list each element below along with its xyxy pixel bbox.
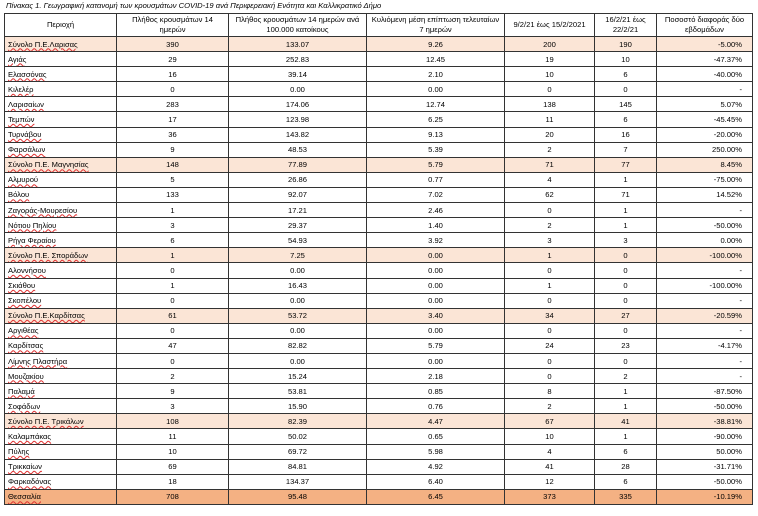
pct-change-cell: -100.00% <box>657 278 753 293</box>
table-row <box>5 187 753 202</box>
per-100k-cell: 252.83 <box>229 52 367 67</box>
area-cell <box>5 203 117 218</box>
subtotal-row <box>5 308 753 323</box>
per-100k-cell: 53.81 <box>229 384 367 399</box>
area-cell <box>5 323 117 338</box>
per-100k-cell: 123.98 <box>229 112 367 127</box>
per-100k-cell: 69.72 <box>229 444 367 459</box>
incidence-cell: 5.79 <box>367 157 505 172</box>
incidence-cell: 2.10 <box>367 67 505 82</box>
area-cell <box>5 384 117 399</box>
area-cell <box>5 127 117 142</box>
area-cell <box>5 353 117 368</box>
incidence-cell: 0.00 <box>367 323 505 338</box>
cases-14d-cell: 9 <box>117 384 229 399</box>
week-1-cell: 19 <box>505 52 595 67</box>
cases-14d-cell: 5 <box>117 172 229 187</box>
week-2-cell: 0 <box>595 263 657 278</box>
table-row <box>5 97 753 112</box>
per-100k-cell: 134.37 <box>229 474 367 489</box>
area-name: Παλαμά <box>8 386 35 396</box>
area-name: Νότιου Πηλίου <box>8 220 57 230</box>
cases-14d-cell: 0 <box>117 323 229 338</box>
week-1-cell: 0 <box>505 293 595 308</box>
cases-14d-cell: 0 <box>117 293 229 308</box>
pct-change-cell: -50.00% <box>657 399 753 414</box>
pct-change-cell: -50.00% <box>657 218 753 233</box>
week-2-cell: 1 <box>595 218 657 233</box>
per-100k-cell: 0.00 <box>229 82 367 97</box>
cases-14d-cell: 283 <box>117 97 229 112</box>
incidence-cell: 0.00 <box>367 263 505 278</box>
week-2-cell: 16 <box>595 127 657 142</box>
incidence-cell: 3.92 <box>367 233 505 248</box>
area-cell <box>5 293 117 308</box>
area-cell <box>5 399 117 414</box>
cases-14d-cell: 708 <box>117 489 229 504</box>
cases-14d-cell: 3 <box>117 399 229 414</box>
week-1-cell: 62 <box>505 187 595 202</box>
incidence-cell: 5.39 <box>367 142 505 157</box>
week-2-cell: 145 <box>595 97 657 112</box>
per-100k-cell: 26.86 <box>229 172 367 187</box>
incidence-cell: 0.00 <box>367 293 505 308</box>
table-row <box>5 323 753 338</box>
area-name: Καρδίτσας <box>8 341 44 351</box>
week-1-cell: 0 <box>505 323 595 338</box>
area-name: Σοφάδων <box>8 401 41 411</box>
pct-change-cell: - <box>657 293 753 308</box>
header-area: Περιοχή <box>5 14 117 37</box>
pct-change-cell: -4.17% <box>657 338 753 353</box>
pct-change-cell: -31.71% <box>657 459 753 474</box>
table-row <box>5 338 753 353</box>
week-1-cell: 34 <box>505 308 595 323</box>
pct-change-cell: - <box>657 323 753 338</box>
pct-change-cell: -47.37% <box>657 52 753 67</box>
area-name: Ρήγα Φεραίου <box>8 235 56 245</box>
area-cell <box>5 429 117 444</box>
incidence-cell: 4.47 <box>367 414 505 429</box>
incidence-cell: 0.00 <box>367 278 505 293</box>
pct-change-cell: -75.00% <box>657 172 753 187</box>
per-100k-cell: 95.48 <box>229 489 367 504</box>
incidence-cell: 3.40 <box>367 308 505 323</box>
area-cell <box>5 338 117 353</box>
pct-change-cell: -38.81% <box>657 414 753 429</box>
week-1-cell: 67 <box>505 414 595 429</box>
per-100k-cell: 82.39 <box>229 414 367 429</box>
incidence-cell: 0.00 <box>367 82 505 97</box>
per-100k-cell: 84.81 <box>229 459 367 474</box>
area-name: Αργιθέας <box>8 326 39 336</box>
pct-change-cell: -100.00% <box>657 248 753 263</box>
pct-change-cell: 250.00% <box>657 142 753 157</box>
table-row <box>5 112 753 127</box>
pct-change-cell: -50.00% <box>657 474 753 489</box>
week-2-cell: 1 <box>595 172 657 187</box>
pct-change-cell: 8.45% <box>657 157 753 172</box>
week-2-cell: 41 <box>595 414 657 429</box>
per-100k-cell: 54.93 <box>229 233 367 248</box>
pct-change-cell: - <box>657 263 753 278</box>
pct-change-cell: -45.45% <box>657 112 753 127</box>
cases-14d-cell: 69 <box>117 459 229 474</box>
table-row <box>5 353 753 368</box>
area-name: Σύνολο Π.Ε.Καρδίτσας <box>8 311 85 321</box>
area-name: Σκοπέλου <box>8 296 42 306</box>
per-100k-cell: 0.00 <box>229 353 367 368</box>
area-name: Θεσσαλία <box>8 492 41 502</box>
cases-14d-cell: 3 <box>117 218 229 233</box>
week-1-cell: 2 <box>505 142 595 157</box>
table-body <box>5 37 753 505</box>
week-1-cell: 71 <box>505 157 595 172</box>
pct-change-cell: -10.19% <box>657 489 753 504</box>
header-row <box>5 14 753 37</box>
cases-14d-cell: 1 <box>117 278 229 293</box>
per-100k-cell: 29.37 <box>229 218 367 233</box>
table-row <box>5 399 753 414</box>
cases-14d-cell: 6 <box>117 233 229 248</box>
table-row <box>5 429 753 444</box>
per-100k-cell: 53.72 <box>229 308 367 323</box>
covid-cases-table <box>4 13 753 505</box>
area-name: Σύνολο Π.Ε.Λαρισας <box>8 39 78 49</box>
week-2-cell: 28 <box>595 459 657 474</box>
per-100k-cell: 77.89 <box>229 157 367 172</box>
area-name: Μουζακίου <box>8 371 44 381</box>
cases-14d-cell: 1 <box>117 203 229 218</box>
area-name: Αλμυρού <box>8 175 39 185</box>
cases-14d-cell: 16 <box>117 67 229 82</box>
table-row <box>5 369 753 384</box>
incidence-cell: 9.13 <box>367 127 505 142</box>
cases-14d-cell: 29 <box>117 52 229 67</box>
table-row <box>5 263 753 278</box>
week-1-cell: 10 <box>505 67 595 82</box>
total-row <box>5 489 753 504</box>
area-cell <box>5 82 117 97</box>
incidence-cell: 4.92 <box>367 459 505 474</box>
cases-14d-cell: 10 <box>117 444 229 459</box>
header-pct-change: Ποσοστό διαφοράς δύο εβδομάδων <box>657 14 753 37</box>
pct-change-cell: -90.00% <box>657 429 753 444</box>
pct-change-cell: - <box>657 82 753 97</box>
week-1-cell: 0 <box>505 203 595 218</box>
per-100k-cell: 17.21 <box>229 203 367 218</box>
pct-change-cell: - <box>657 203 753 218</box>
week-1-cell: 0 <box>505 353 595 368</box>
subtotal-row <box>5 248 753 263</box>
table-row <box>5 172 753 187</box>
cases-14d-cell: 148 <box>117 157 229 172</box>
week-2-cell: 1 <box>595 203 657 218</box>
week-2-cell: 77 <box>595 157 657 172</box>
week-2-cell: 27 <box>595 308 657 323</box>
week-1-cell: 0 <box>505 369 595 384</box>
header-rolling-incidence: Κυλιόμενη μέση επίπτωση τελευταίων 7 ημερών <box>367 14 505 37</box>
area-cell <box>5 142 117 157</box>
area-cell <box>5 172 117 187</box>
area-cell <box>5 369 117 384</box>
per-100k-cell: 15.24 <box>229 369 367 384</box>
table-row <box>5 127 753 142</box>
area-cell <box>5 37 117 52</box>
incidence-cell: 6.40 <box>367 474 505 489</box>
area-name: Ζαγοράς-Μουρεσίου <box>8 205 78 215</box>
area-cell <box>5 263 117 278</box>
cases-14d-cell: 47 <box>117 338 229 353</box>
table-row <box>5 278 753 293</box>
table-row <box>5 218 753 233</box>
pct-change-cell: -5.00% <box>657 37 753 52</box>
per-100k-cell: 92.07 <box>229 187 367 202</box>
per-100k-cell: 0.00 <box>229 293 367 308</box>
area-cell <box>5 459 117 474</box>
cases-14d-cell: 1 <box>117 248 229 263</box>
area-cell <box>5 97 117 112</box>
incidence-cell: 0.65 <box>367 429 505 444</box>
incidence-cell: 0.00 <box>367 248 505 263</box>
week-2-cell: 6 <box>595 474 657 489</box>
cases-14d-cell: 61 <box>117 308 229 323</box>
cases-14d-cell: 0 <box>117 263 229 278</box>
pct-change-cell: -20.00% <box>657 127 753 142</box>
per-100k-cell: 174.06 <box>229 97 367 112</box>
area-name: Τυρνάβου <box>8 130 42 140</box>
week-2-cell: 1 <box>595 384 657 399</box>
area-name: Σύνολο Π.Ε. Μαγνησίας <box>8 160 89 170</box>
area-name: Λαρισαίων <box>8 99 44 109</box>
per-100k-cell: 39.14 <box>229 67 367 82</box>
incidence-cell: 12.74 <box>367 97 505 112</box>
per-100k-cell: 7.25 <box>229 248 367 263</box>
area-cell <box>5 218 117 233</box>
week-2-cell: 0 <box>595 82 657 97</box>
week-2-cell: 0 <box>595 353 657 368</box>
week-2-cell: 1 <box>595 429 657 444</box>
week-2-cell: 7 <box>595 142 657 157</box>
area-name: Αλοννήσου <box>8 265 46 275</box>
area-name: Φαρκαδόνας <box>8 477 52 487</box>
table-row <box>5 384 753 399</box>
week-1-cell: 24 <box>505 338 595 353</box>
week-2-cell: 0 <box>595 293 657 308</box>
week-1-cell: 0 <box>505 82 595 97</box>
pct-change-cell: 0.00% <box>657 233 753 248</box>
incidence-cell: 7.02 <box>367 187 505 202</box>
incidence-cell: 2.18 <box>367 369 505 384</box>
week-2-cell: 0 <box>595 248 657 263</box>
per-100k-cell: 48.53 <box>229 142 367 157</box>
area-name: Λίμνης Πλαστήρα <box>8 356 68 366</box>
week-1-cell: 138 <box>505 97 595 112</box>
area-cell <box>5 52 117 67</box>
area-cell <box>5 444 117 459</box>
header-week-2: 16/2/21 έως 22/2/21 <box>595 14 657 37</box>
cases-14d-cell: 18 <box>117 474 229 489</box>
week-2-cell: 190 <box>595 37 657 52</box>
week-1-cell: 4 <box>505 444 595 459</box>
week-1-cell: 200 <box>505 37 595 52</box>
area-name: Σκιάθου <box>8 281 36 291</box>
incidence-cell: 6.25 <box>367 112 505 127</box>
cases-14d-cell: 0 <box>117 353 229 368</box>
pct-change-cell: -20.59% <box>657 308 753 323</box>
subtotal-row <box>5 37 753 52</box>
week-2-cell: 335 <box>595 489 657 504</box>
area-cell <box>5 248 117 263</box>
week-2-cell: 0 <box>595 278 657 293</box>
area-name: Αγιάς <box>8 54 27 64</box>
week-1-cell: 41 <box>505 459 595 474</box>
week-2-cell: 6 <box>595 67 657 82</box>
incidence-cell: 2.46 <box>367 203 505 218</box>
incidence-cell: 0.76 <box>367 399 505 414</box>
incidence-cell: 5.98 <box>367 444 505 459</box>
incidence-cell: 6.45 <box>367 489 505 504</box>
cases-14d-cell: 133 <box>117 187 229 202</box>
table-row <box>5 52 753 67</box>
table-row <box>5 142 753 157</box>
week-1-cell: 0 <box>505 263 595 278</box>
incidence-cell: 0.85 <box>367 384 505 399</box>
incidence-cell: 0.77 <box>367 172 505 187</box>
week-1-cell: 11 <box>505 112 595 127</box>
week-2-cell: 10 <box>595 52 657 67</box>
header-cases-14d: Πλήθος κρουσμάτων 14 ημερών <box>117 14 229 37</box>
area-cell <box>5 308 117 323</box>
week-1-cell: 12 <box>505 474 595 489</box>
week-2-cell: 1 <box>595 399 657 414</box>
incidence-cell: 0.00 <box>367 353 505 368</box>
per-100k-cell: 0.00 <box>229 323 367 338</box>
incidence-cell: 5.79 <box>367 338 505 353</box>
table-row <box>5 233 753 248</box>
week-2-cell: 71 <box>595 187 657 202</box>
week-1-cell: 8 <box>505 384 595 399</box>
area-name: Τεμπών <box>8 115 35 125</box>
pct-change-cell: 5.07% <box>657 97 753 112</box>
week-2-cell: 0 <box>595 323 657 338</box>
area-cell <box>5 233 117 248</box>
area-name: Σύνολο Π.Ε. Σποράδων <box>8 250 88 260</box>
area-name: Σύνολο Π.Ε. Τρικάλων <box>8 416 84 426</box>
table-row <box>5 293 753 308</box>
week-1-cell: 4 <box>505 172 595 187</box>
week-1-cell: 2 <box>505 399 595 414</box>
table-row <box>5 474 753 489</box>
week-1-cell: 3 <box>505 233 595 248</box>
per-100k-cell: 50.02 <box>229 429 367 444</box>
header-week-1: 9/2/21 έως 15/2/2021 <box>505 14 595 37</box>
table-row <box>5 459 753 474</box>
area-cell <box>5 112 117 127</box>
pct-change-cell: - <box>657 353 753 368</box>
area-cell <box>5 414 117 429</box>
week-2-cell: 2 <box>595 369 657 384</box>
pct-change-cell: 50.00% <box>657 444 753 459</box>
area-cell <box>5 67 117 82</box>
cases-14d-cell: 11 <box>117 429 229 444</box>
per-100k-cell: 133.07 <box>229 37 367 52</box>
header-cases-per-100k: Πλήθος κρουσμάτων 14 ημερών ανά 100.000 κατοίκους <box>229 14 367 37</box>
per-100k-cell: 16.43 <box>229 278 367 293</box>
per-100k-cell: 0.00 <box>229 263 367 278</box>
week-1-cell: 20 <box>505 127 595 142</box>
week-1-cell: 2 <box>505 218 595 233</box>
table-row <box>5 82 753 97</box>
week-1-cell: 10 <box>505 429 595 444</box>
week-2-cell: 6 <box>595 112 657 127</box>
incidence-cell: 12.45 <box>367 52 505 67</box>
cases-14d-cell: 108 <box>117 414 229 429</box>
area-name: Βόλου <box>8 190 30 200</box>
week-1-cell: 1 <box>505 248 595 263</box>
cases-14d-cell: 0 <box>117 82 229 97</box>
table-row <box>5 67 753 82</box>
table-caption: Πίνακας 1. Γεωγραφική κατανομή των κρουσμάτων COVID-19 ανά Περιφερειακή Ενότητα και Καλλικρατικό Δήμο <box>6 1 382 10</box>
cases-14d-cell: 9 <box>117 142 229 157</box>
week-2-cell: 6 <box>595 444 657 459</box>
area-cell <box>5 278 117 293</box>
incidence-cell: 9.26 <box>367 37 505 52</box>
cases-14d-cell: 17 <box>117 112 229 127</box>
area-name: Κιλελέρ <box>8 84 34 94</box>
area-name: Φαρσάλων <box>8 145 46 155</box>
area-name: Καλαμπάκας <box>8 431 52 441</box>
subtotal-row <box>5 157 753 172</box>
incidence-cell: 1.40 <box>367 218 505 233</box>
area-cell <box>5 474 117 489</box>
cases-14d-cell: 2 <box>117 369 229 384</box>
area-name: Ελασσόνας <box>8 69 47 79</box>
subtotal-row <box>5 414 753 429</box>
area-name: Πύλης <box>8 447 30 457</box>
area-cell <box>5 187 117 202</box>
per-100k-cell: 143.82 <box>229 127 367 142</box>
week-2-cell: 3 <box>595 233 657 248</box>
area-cell <box>5 489 117 504</box>
area-cell <box>5 157 117 172</box>
pct-change-cell: - <box>657 369 753 384</box>
week-1-cell: 373 <box>505 489 595 504</box>
week-1-cell: 1 <box>505 278 595 293</box>
pct-change-cell: -87.50% <box>657 384 753 399</box>
table-row <box>5 203 753 218</box>
cases-14d-cell: 36 <box>117 127 229 142</box>
per-100k-cell: 82.82 <box>229 338 367 353</box>
cases-14d-cell: 390 <box>117 37 229 52</box>
table-row <box>5 444 753 459</box>
pct-change-cell: 14.52% <box>657 187 753 202</box>
pct-change-cell: -40.00% <box>657 67 753 82</box>
area-name: Τρικκαίων <box>8 462 42 472</box>
per-100k-cell: 15.90 <box>229 399 367 414</box>
week-2-cell: 23 <box>595 338 657 353</box>
